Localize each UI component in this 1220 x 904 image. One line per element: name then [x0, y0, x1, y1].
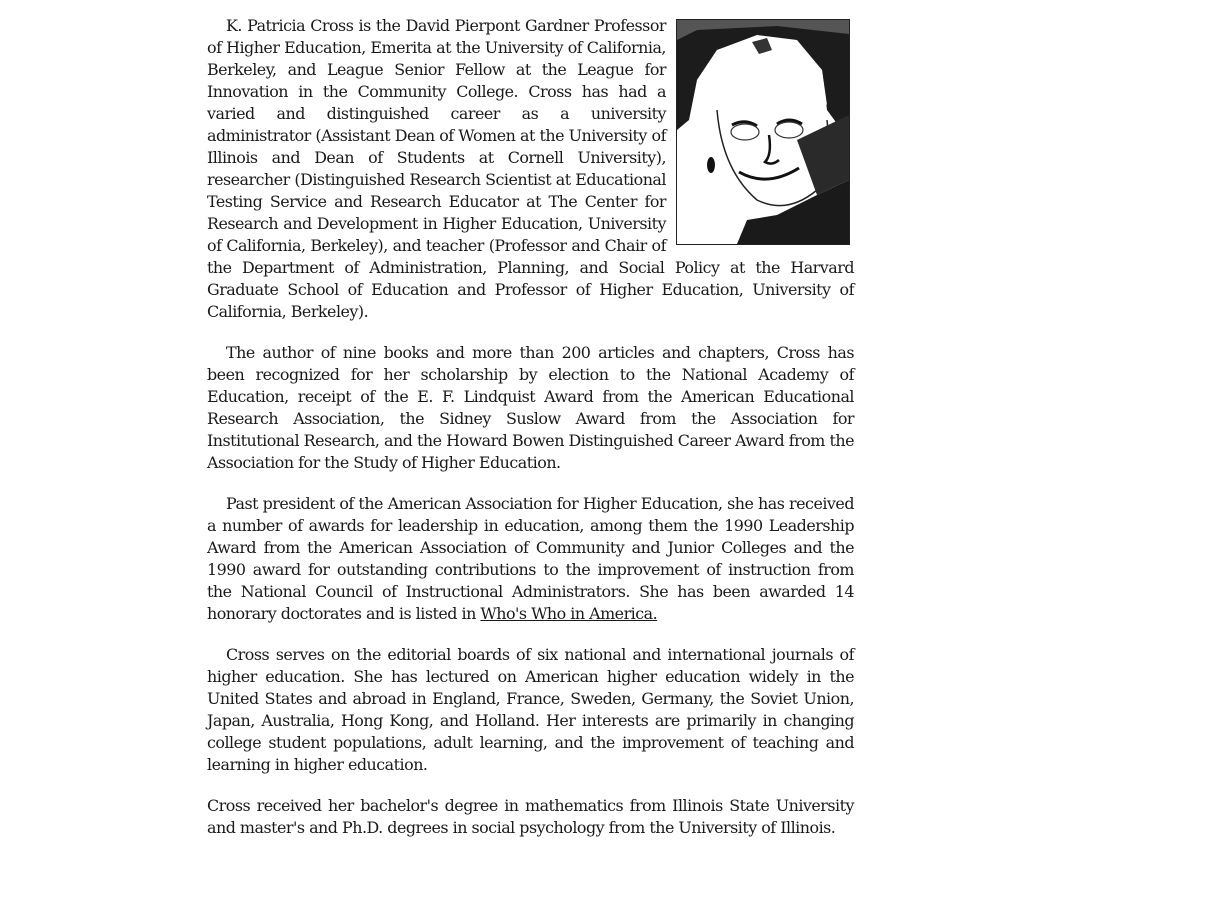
bio-paragraph-4: Cross serves on the editorial boards of six national and international journals of higher education. She has lectured on American higher education widely in the United States and abroad in England, France, Sweden, Germany, the Soviet Union, Japan, Australia, Hong Kong, and Holland. Her interests are primarily in changing college student populations, adult learning, and the improvement of teaching and learning in higher education.	[207, 645, 854, 774]
bio-paragraph-1	[207, 15, 854, 323]
bio-paragraph-3-text: Past president of the American Association for Higher Education, she has received a number of awards for leadership in education, among them the 1990 Leadership Award from the American Association of Community and Junior Colleges and the 1990 award for outstanding contributions to the improvement of instruction from the National Council of Instructional Administrators. She has been awarded 14 honorary doctorates and is listed in	[207, 494, 854, 623]
bio-paragraph-2: The author of nine books and more than 200 articles and chapters, Cross has been recognized for her scholarship by election to the National Academy of Education, receipt of the E. F. Lindquist Award from the American Educational Research Association, the Sidney Suslow Award from the Association for Institutional Research, and the Howard Bowen Distinguished Career Award from the Association for the Study of Higher Education.	[207, 343, 854, 472]
portrait-image	[677, 20, 849, 244]
bio-paragraph-5: Cross received her bachelor's degree in mathematics from Illinois State University and master's and Ph.D. degrees in social psychology from the University of Illinois.	[207, 796, 854, 837]
bio-paragraph-1-text: K. Patricia Cross is the David Pierpont Gardner Professor of Higher Education, Emerita at the University of California, Berkeley, and League Senior Fellow at the League for Innovation in the Community College. Cross has had a varied and distinguished career as a university administrator (Assistant Dean of Women at the University of Illinois and Dean of Students at Cornell University), researcher (Distinguished Research Scientist at Educational Testing Service and Research Educator at The Center for Research and Development in Higher Education, University of California, Berkeley), and teacher (Professor and Chair of the Department of Administration, Planning, and Social Policy at the Harvard Graduate School of Education and Professor of Higher Education, University of California, Berkeley).	[207, 16, 854, 321]
author-portrait-photo	[676, 19, 850, 245]
bio-paragraph-3	[207, 493, 854, 625]
book-title-whos-who: Who's Who in America.	[480, 604, 658, 623]
biography-page	[207, 15, 854, 858]
